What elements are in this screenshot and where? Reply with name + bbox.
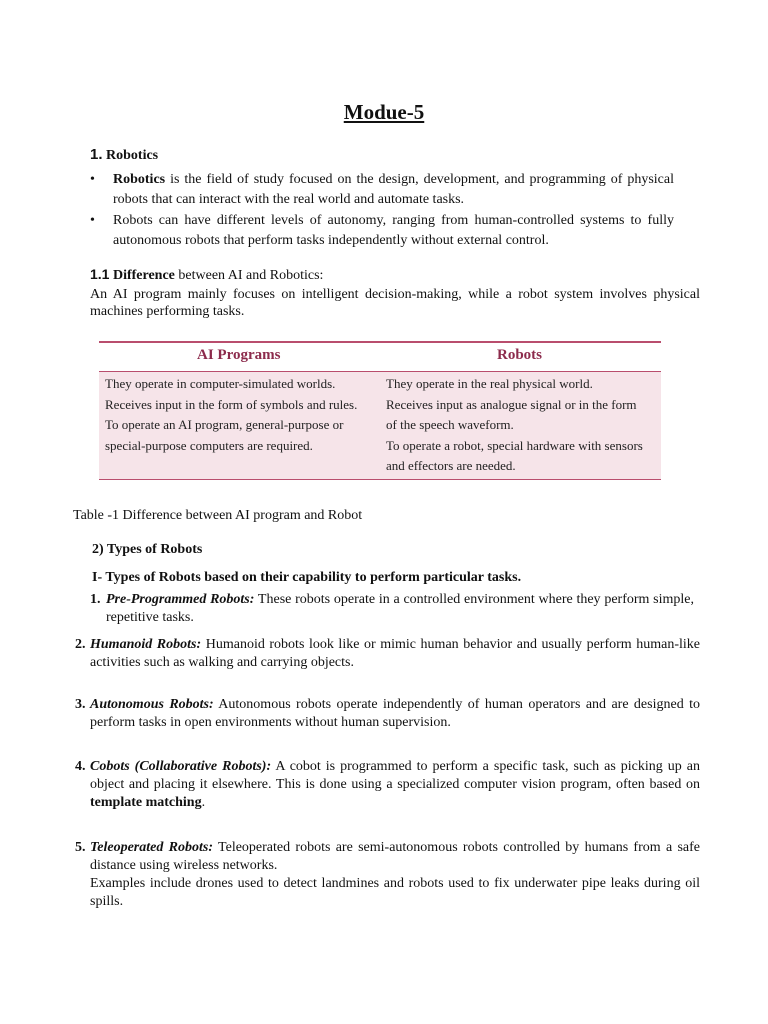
section-2-subheading: I- Types of Robots based on their capability to perform particular tasks. xyxy=(92,570,522,585)
table-bottom-rule xyxy=(99,479,661,480)
ai-line: Receives input in the form of symbols and rules. xyxy=(105,396,358,412)
comparison-table xyxy=(99,341,661,480)
bullet-text: Robots can have different levels of autonomy, ranging from human-controlled systems to fully autonomous robots that perform tasks independently without external control. xyxy=(113,213,674,248)
table-header-robots: Robots xyxy=(497,347,543,363)
section-1-number: 1. xyxy=(90,146,103,163)
robot-type-item xyxy=(75,839,700,911)
ai-line: They operate in computer-simulated worlds. xyxy=(105,376,336,391)
robot-type-item xyxy=(75,696,700,732)
item-term: Pre-Programmed Robots: xyxy=(106,592,255,607)
item-number: 5. xyxy=(75,840,86,855)
robot-line: To operate a robot, special hardware with sensors xyxy=(386,437,643,453)
bullet-bold: Robotics xyxy=(113,172,166,187)
section-1-1-rest: between AI and Robotics: xyxy=(174,268,324,283)
table-caption: Table -1 Difference between AI program and Robot xyxy=(73,508,363,523)
item-term: Teleoperated Robots: xyxy=(90,840,213,855)
robot-type-item xyxy=(75,636,700,672)
robot-type-item xyxy=(90,591,695,627)
section-1-1-paragraph: An AI program mainly focuses on intelligent decision-making, while a robot system involves physical machines performing tasks. xyxy=(90,287,700,319)
item-number: 3. xyxy=(75,697,86,712)
table-header-row xyxy=(99,343,661,371)
item-term: Autonomous Robots: xyxy=(90,697,214,712)
item-text: A cobot is programmed to perform a specific task, such as picking up an object and placing it elsewhere. This is done using a specialized computer vision program, often based on xyxy=(90,759,700,792)
item-text: These robots operate in a controlled environment where they perform simple, repetitive tasks. xyxy=(106,592,695,625)
bullet-item xyxy=(90,211,674,251)
item-number: 1. xyxy=(90,592,101,607)
bullet-text: is the field of study focused on the design, development, and programming of physical robots that can interact with the real world and automate tasks. xyxy=(113,172,674,207)
table-header-ai-programs: AI Programs xyxy=(197,347,281,363)
section-1-1-number: 1.1 xyxy=(90,266,110,282)
section-1-1-heading xyxy=(90,266,323,284)
item-bold-tail: template matching xyxy=(90,795,202,810)
item-number: 2. xyxy=(75,637,86,652)
section-1-title: Robotics xyxy=(106,148,159,163)
item-term: Humanoid Robots: xyxy=(90,637,202,652)
item-extra-text: Examples include drones used to detect landmines and robots used to fix underwater pipe leaks during oil spills. xyxy=(90,876,700,909)
robot-line: of the speech waveform. xyxy=(386,417,514,432)
item-tail: . xyxy=(201,795,206,810)
item-term: Cobots (Collaborative Robots): xyxy=(90,759,272,774)
section-2-heading: 2) Types of Robots xyxy=(92,542,203,557)
item-text: Teleoperated robots are semi-autonomous robots controlled by humans from a safe distance using wireless networks. xyxy=(90,840,700,873)
page-title: Modue-5 xyxy=(343,100,425,124)
robot-line: Receives input as analogue signal or in the form xyxy=(386,396,637,412)
robot-line: They operate in the real physical world. xyxy=(386,376,593,391)
robot-line: and effectors are needed. xyxy=(386,458,516,473)
item-number: 4. xyxy=(75,759,86,774)
ai-line: To operate an AI program, general-purpose or xyxy=(105,417,344,432)
ai-line: special-purpose computers are required. xyxy=(105,437,313,453)
section-1-1-bold: Difference xyxy=(112,268,175,283)
robot-type-item xyxy=(75,758,700,812)
item-text: Humanoid robots look like or mimic human behavior and usually perform human-like activities such as walking and carrying objects. xyxy=(90,637,700,670)
section-1-bullets xyxy=(90,170,674,252)
item-text: Autonomous robots operate independently of human operators and are designed to perform tasks in open environments without human supervision. xyxy=(90,697,700,730)
table-cell-robots xyxy=(386,374,658,477)
section-1-heading xyxy=(90,146,158,164)
bullet-item xyxy=(90,170,674,210)
table-cell-ai xyxy=(105,374,383,456)
